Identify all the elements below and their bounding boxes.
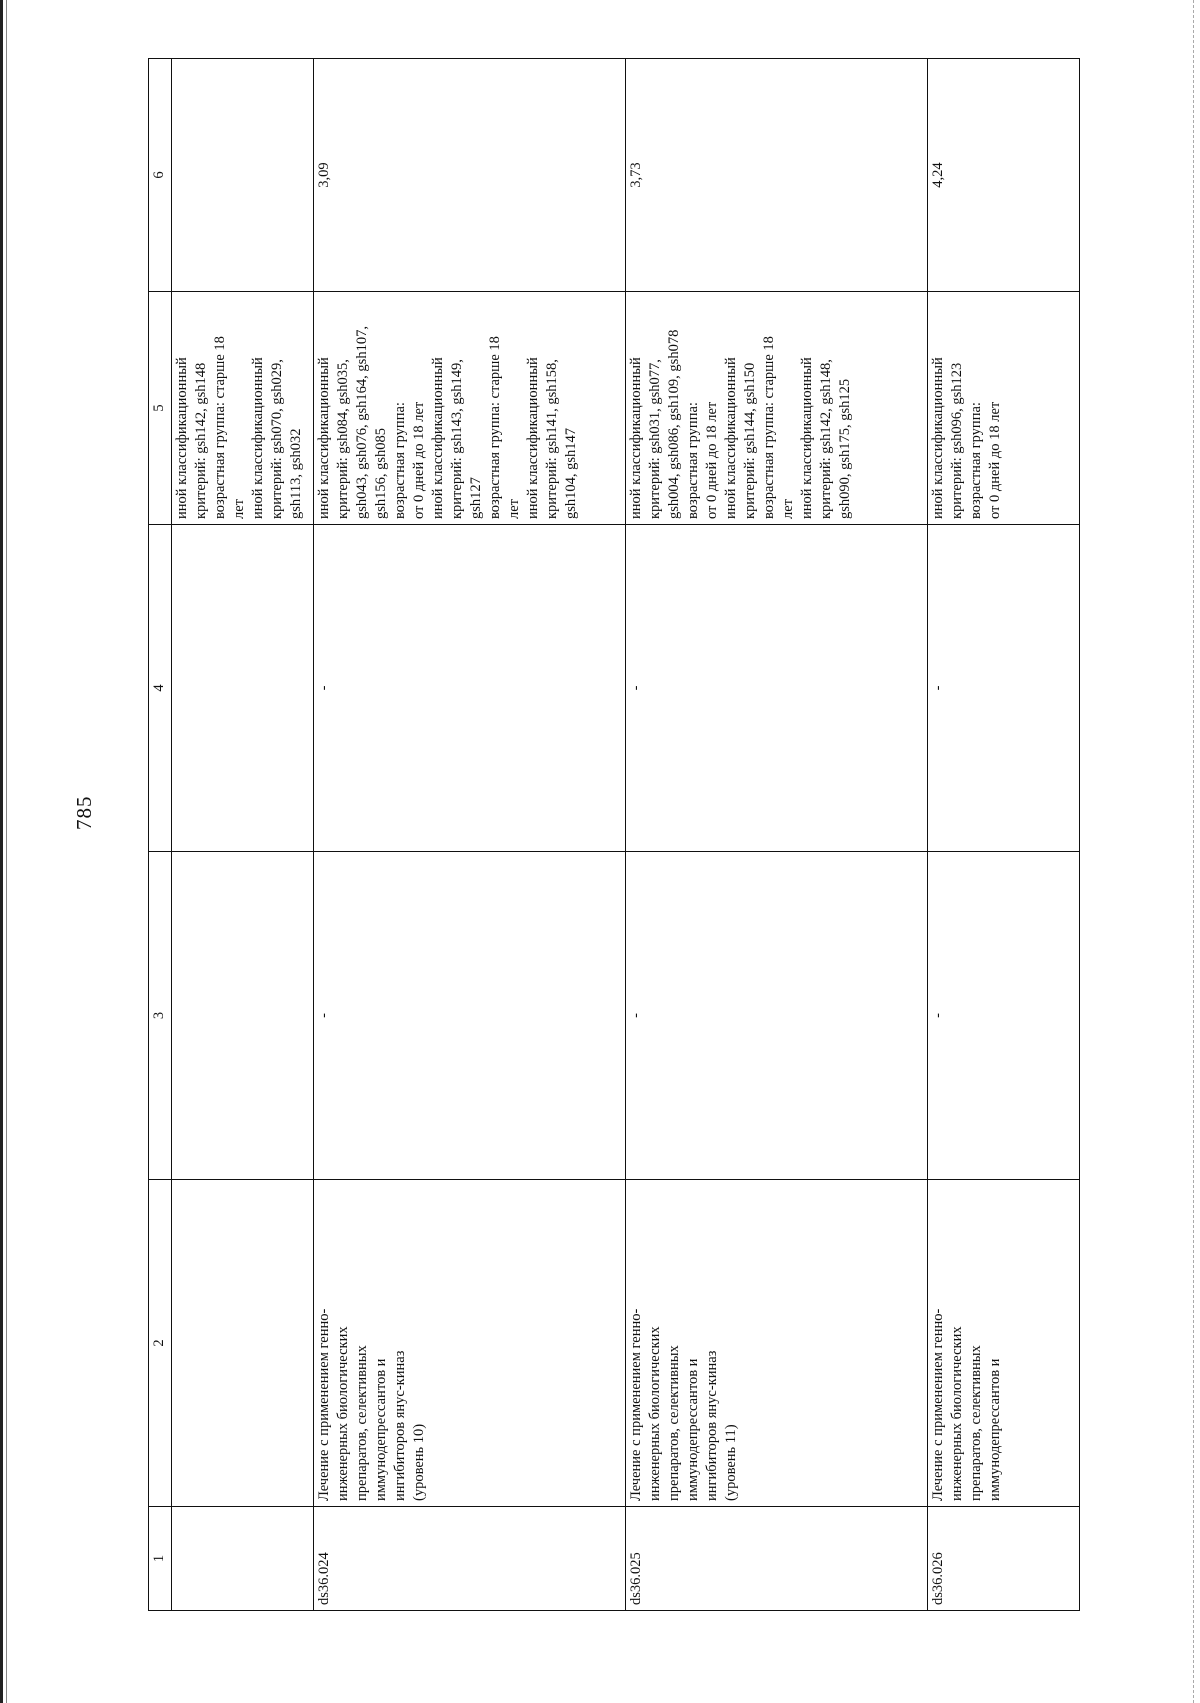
cell-coef [172,59,314,292]
page-number: 785 [72,795,96,830]
criteria-text: иной классификационный критерий: gsh084, gsh035, gsh043, gsh076, gsh164, gsh107, gsh156, gsh085 возрастная группа: от 0 дней до 18 лет иной классификационный критерий: gsh143, gsh149, gsh127 возрастная группа: старше 18 лет иной классификационный критерий: gsh141, gsh158, gsh104, gsh147 [316,326,579,519]
header-row [149,59,172,1611]
table-row [314,59,626,1611]
table-row-continuation [172,59,314,1611]
tariff-table-container [148,59,1073,1611]
header-col-5: 5 [149,292,172,525]
header-col-6: 6 [149,59,172,292]
cell-name [314,1180,626,1507]
cell-coef: 3,73 [626,59,928,292]
criteria-text: иной классификационный критерий: gsh031, gsh077, gsh004, gsh086, gsh109, gsh078 возрастная группа: от 0 дней до 18 лет иной классификационный критерий: gsh144, gsh150 возрастная группа: старше 18 лет иной классификационный критерий: gsh142, gsh148, gsh090, gsh175, gsh125 [628,329,853,519]
cell-col3: - [626,852,928,1180]
cell-coef: 4,24 [928,59,1080,292]
scan-left-border [0,0,3,1703]
tariff-table [148,58,1080,1611]
scan-left-border-line [6,0,7,1703]
cell-code: ds36.026 [928,1507,1080,1611]
cell-col3: - [314,852,626,1180]
cell-coef: 3,09 [314,59,626,292]
criteria-text: иной классификационный критерий: gsh142, gsh148 возрастная группа: старше 18 лет иной классификационный критерий: gsh070, gsh029, gsh113, gsh032 [174,336,304,519]
cell-col3 [172,852,314,1180]
header-col-1: 1 [149,1507,172,1611]
header-col-2: 2 [149,1180,172,1507]
cell-col4: - [928,525,1080,852]
cell-criteria [314,292,626,525]
cell-code: ds36.024 [314,1507,626,1611]
table-row [626,59,928,1611]
header-col-4: 4 [149,525,172,852]
cell-criteria [626,292,928,525]
table-row [928,59,1080,1611]
cell-col4: - [314,525,626,852]
cell-col4 [172,525,314,852]
name-text: Лечение с применением генно- инженерных биологических препаратов, селективных иммунодепрессантов и ингибиторов янус-киназ (уровень 10) [316,1308,427,1501]
cell-col4: - [626,525,928,852]
cell-code: ds36.025 [626,1507,928,1611]
cell-criteria [928,292,1080,525]
criteria-text: иной классификационный критерий: gsh096, gsh123 возрастная группа: от 0 дней до 18 лет [930,357,1003,519]
scan-right-edge [1193,0,1194,1703]
cell-name [928,1180,1080,1507]
cell-name [626,1180,928,1507]
cell-col3: - [928,852,1080,1180]
cell-criteria [172,292,314,525]
header-col-3: 3 [149,852,172,1180]
cell-name [172,1180,314,1507]
cell-code [172,1507,314,1611]
name-text: Лечение с применением генно- инженерных биологических препаратов, селективных иммунодепрессантов и [930,1308,1003,1501]
name-text: Лечение с применением генно- инженерных биологических препаратов, селективных иммунодепрессантов и ингибиторов янус-киназ (уровень 11) [628,1308,739,1501]
